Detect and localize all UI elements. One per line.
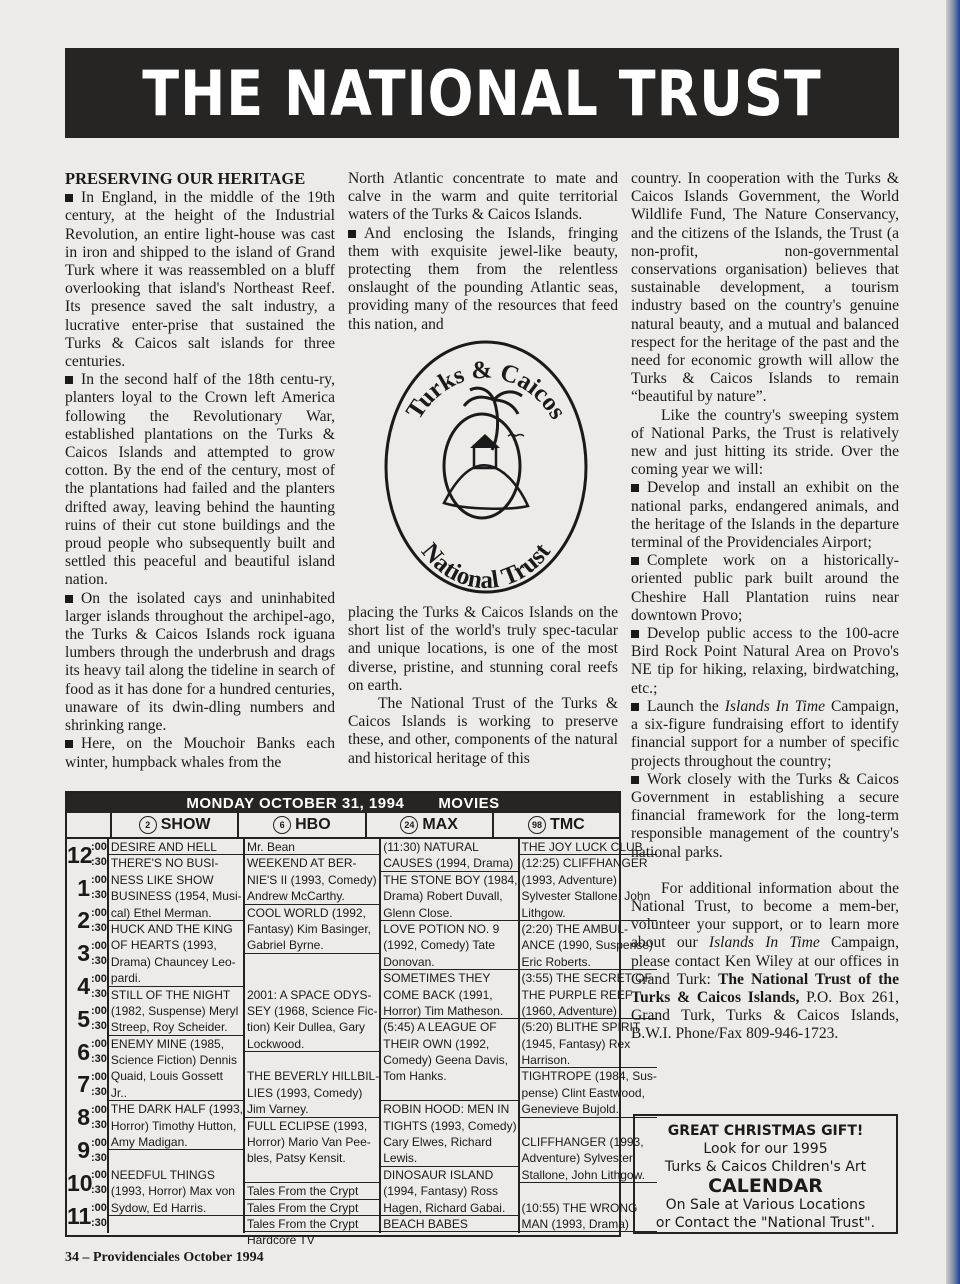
minute-label: :00: [91, 1070, 107, 1083]
paragraph: On the isolated cays and uninhabited larger islands throughout the archipel-ago, the Turks & Caicos Islands rock iguana lumbers through the underbrush and drags its heavy tail along the tideline in search of food as it has done for a hundred centuries, unaware of its dwin-dling numbers and shrinking range.: [65, 589, 335, 735]
program-line: 2001: A SPACE ODYS-: [246, 987, 372, 1002]
minute-labels: [91, 1168, 107, 1198]
program-line: BUSINESS (1954, Musi-: [110, 889, 242, 904]
minute-label: :30: [91, 1085, 107, 1098]
program-line: (1994, Fantasy) Ross: [383, 1184, 498, 1199]
channel-number-badge: 98: [528, 816, 546, 834]
program-line: Drama) Chauncey Leo-: [110, 954, 236, 969]
program-line: THE PURPLE REEF: [521, 987, 633, 1002]
program-line: (1993, Adventure): [521, 872, 617, 887]
minute-label: :30: [91, 1151, 107, 1164]
program-line: Hagen, Richard Gabai.: [381, 1200, 517, 1216]
program-line: SOMETIMES THEY: [383, 971, 491, 986]
program-line: BEACH BABES: [381, 1216, 517, 1232]
channel-number-badge: 6: [273, 816, 291, 834]
program-line: MAN (1993, Drama): [520, 1216, 657, 1232]
time-slot: [67, 1101, 107, 1134]
channel-number-badge: 2: [139, 816, 157, 834]
hour-label: 4: [77, 973, 90, 1000]
time-slot: [67, 1167, 107, 1200]
paragraph: In the second half of the 18th centu-ry, planters loyal to the Crown left America following the Revolutionary War, established plantations on the Turks & Caicos Islands and attempted to grow cotton. By the end of the century, most of the plantations had failed and the planters drifted away, leaving behind the haunting ruins of their cut stone buildings and the proud people who subsequently built and settled this peaceful and beautiful island nation.: [65, 371, 335, 589]
minute-label: :30: [91, 1020, 107, 1033]
program-line: FULL ECLIPSE (1993,: [246, 1118, 368, 1133]
time-slot: [67, 1036, 107, 1069]
minute-labels: [91, 1037, 107, 1067]
program-line: Cary Elwes, Richard: [383, 1135, 492, 1150]
program-line: THEIR OWN (1992,: [383, 1036, 490, 1051]
program-line: ANCE (1990, Suspense): [521, 938, 653, 953]
program-line: Streep, Roy Scheider.: [109, 1019, 243, 1035]
minute-label: :00: [91, 841, 107, 854]
program-line: (2:20) THE AMBUL-: [521, 921, 628, 936]
program-line: bles, Patsy Kensit.: [246, 1151, 346, 1166]
program-line: Tom Hanks.: [383, 1069, 447, 1084]
program-line: Fantasy) Kim Basinger,: [246, 921, 372, 936]
time-header-cell: [67, 813, 112, 837]
program-line: [245, 970, 379, 986]
article-column-3: [631, 170, 899, 1044]
paragraph: For additional information about the National Trust, to become a mem-ber, volunteer your support, or to learn more about our Islands In Time Campaign, please contact Ken Wiley at our offices in Grand Turk: The National Trust of the Turks & Caicos Islands, P.O. Box 261, Grand Turk, Turks & Caicos Islands, B.W.I. Phone/Fax 809-946-1723.: [631, 879, 900, 1043]
program-line: Eric Roberts.: [520, 954, 657, 970]
paragraph: Like the country's sweeping system of National Parks, the Trust is relatively new and just hitting its stride. Over the coming year we will:: [631, 406, 899, 479]
schedule-header: [67, 793, 619, 813]
channel-name: MAX: [422, 816, 458, 833]
program-line: pense) Clint Eastwood,: [521, 1085, 645, 1100]
hour-label: 5: [77, 1005, 90, 1032]
ad-line: Look for our 1995: [703, 1141, 828, 1157]
bullet-icon: [631, 484, 639, 492]
article-column-2-top: [348, 170, 618, 334]
bullet-icon: [65, 376, 73, 384]
bullet-icon: [65, 595, 73, 603]
bullet-icon: [631, 630, 639, 638]
minute-label: :00: [91, 1005, 107, 1018]
bullet-icon: [631, 703, 639, 711]
paragraph: The National Trust of the Turks & Caicos Islands is working to preserve these, and other, components of the natural and historical heritage of this: [348, 695, 618, 767]
program-line: Lithgow.: [520, 905, 657, 921]
program-line: Lewis.: [381, 1150, 517, 1166]
list-item: Work closely with the Turks & Caicos Government in establishing a secure financial framework for the long-term responsible management of the country's national parks.: [631, 770, 899, 861]
time-slot: [67, 839, 107, 872]
minute-labels: [91, 1201, 107, 1231]
program-line: SEY (1968, Science Fic-: [246, 1003, 378, 1018]
ad-line: GREAT CHRISTMAS GIFT!: [667, 1123, 864, 1139]
program-line: Adventure) Sylvester: [521, 1151, 633, 1166]
channel-tmc: [494, 813, 619, 837]
program-line: THE STONE BOY (1984,: [383, 872, 518, 887]
time-column: [67, 839, 109, 1233]
schedule-section: MOVIES: [438, 794, 500, 812]
channel-hbo: [239, 813, 366, 837]
minute-label: :30: [91, 1053, 107, 1066]
program-line: TIGHTROPE (1984, Sus-: [521, 1069, 657, 1084]
page-title: THE NATIONAL TRUST: [142, 56, 822, 130]
program-line: TIGHTS (1993, Comedy): [383, 1118, 517, 1133]
minute-labels: [91, 1136, 107, 1166]
hour-label: 10: [67, 1169, 93, 1196]
calendar-ad: [633, 1114, 898, 1234]
minute-label: :30: [91, 1118, 107, 1131]
program-line: Horror) Timothy Hutton,: [110, 1118, 237, 1133]
program-line: (1993, Horror) Max von: [110, 1184, 235, 1199]
page-edge: [946, 0, 960, 1284]
minute-labels: [91, 840, 107, 870]
minute-labels: [91, 873, 107, 903]
program-line: (11:30) NATURAL: [383, 840, 479, 854]
time-slot: [67, 1069, 107, 1102]
program-line: [245, 1052, 379, 1068]
program-line: [109, 1150, 243, 1166]
minute-labels: [91, 939, 107, 969]
program-line: pardi.: [109, 970, 243, 986]
time-slot: [67, 937, 107, 970]
program-line: NIE'S II (1993, Comedy): [246, 872, 377, 887]
title-banner: [65, 48, 899, 138]
channel-header-row: [67, 813, 619, 839]
hour-label: 1: [77, 874, 90, 901]
program-line: NEEDFUL THINGS: [110, 1167, 215, 1182]
minute-label: :00: [91, 1103, 107, 1116]
program-line: CAUSES (1994, Drama): [381, 855, 517, 871]
article-column-2-bottom: [348, 604, 618, 768]
program-line: COME BACK (1991,: [383, 987, 493, 1002]
paragraph: And enclosing the Islands, fringing them with exquisite jewel-like beauty, protecting them from the relentless onslaught of the pounding Atlantic seas, providing many of the resources that feed this nation, and: [348, 224, 618, 333]
program-line: Mr. Bean: [245, 839, 379, 855]
channel-name: TMC: [550, 816, 585, 833]
program-line: HUCK AND THE KING: [110, 921, 233, 936]
paragraph: placing the Turks & Caicos Islands on the short list of the world's truly spec-tacular and unique locations, is one of the most diverse, pristine, and stunning coral reefs on earth.: [348, 604, 618, 694]
paragraph: Here, on the Mouchoir Banks each winter, humpback whales from the: [65, 735, 335, 771]
program-line: Lockwood.: [245, 1036, 379, 1052]
program-line: Tales From the Crypt: [245, 1200, 379, 1216]
program-line: (10:55) THE WRONG: [521, 1200, 638, 1215]
program-line: Horror) Mario Van Pee-: [246, 1135, 371, 1150]
program-line: Sylvester Stallone, John: [521, 889, 651, 904]
channel-name: SHOW: [160, 816, 211, 833]
program-line: STILL OF THE NIGHT: [110, 987, 231, 1002]
program-line: COOL WORLD (1992,: [246, 905, 366, 920]
minute-label: :30: [91, 856, 107, 869]
minute-label: :00: [91, 906, 107, 919]
minute-label: :30: [91, 987, 107, 1000]
program-line: ROBIN HOOD: MEN IN: [383, 1102, 510, 1117]
program-line: THE BEVERLY HILLBIL-: [246, 1069, 380, 1084]
program-line: ENEMY MINE (1985,: [110, 1036, 225, 1051]
section-heading: PRESERVING OUR HERITAGE: [65, 169, 306, 188]
hour-label: 11: [67, 1202, 92, 1229]
time-slot: [67, 1200, 107, 1233]
paragraph: North Atlantic concentrate to mate and calve in the warm and quite territorial waters of the Turks & Caicos Islands.: [348, 170, 618, 224]
program-line: THE DARK HALF (1993,: [110, 1102, 243, 1117]
program-line: [245, 1167, 379, 1183]
program-line: Andrew McCarthy.: [245, 888, 379, 904]
program-line: Tales From the Crypt: [245, 1216, 379, 1232]
program-line: (1982, Suspense) Meryl: [110, 1003, 239, 1018]
program-line: Gabriel Byrne.: [245, 937, 379, 953]
minute-labels: [91, 906, 107, 936]
program-line: Harrison.: [520, 1052, 657, 1068]
program-line: [109, 1216, 243, 1232]
program-line: Stallone, John Lithgow.: [520, 1167, 657, 1183]
bullet-icon: [65, 194, 73, 202]
program-line: Amy Madigan.: [109, 1134, 243, 1150]
hour-label: 8: [77, 1104, 90, 1131]
ad-line: Turks & Caicos Children's Art: [664, 1159, 867, 1175]
list-item: Launch the Islands In Time Campaign, a six-figure fundraising effort to identify financial support for a number of specific projects throughout the country;: [631, 697, 899, 770]
program-line: LOVE POTION NO. 9: [383, 921, 500, 936]
page-footer: 34 – Providenciales October 1994: [65, 1250, 264, 1265]
time-slot: [67, 1134, 107, 1167]
program-line: DINOSAUR ISLAND: [383, 1167, 494, 1182]
minute-label: :30: [91, 954, 107, 967]
program-line: Glenn Close.: [381, 905, 517, 921]
program-line: OF HEARTS (1993,: [110, 938, 217, 953]
program-line: [381, 1085, 517, 1101]
hour-label: 2: [77, 907, 90, 934]
program-line: DESIRE AND HELL: [109, 839, 243, 855]
minute-label: :00: [91, 939, 107, 952]
paragraph: country. In cooperation with the Turks & Caicos Islands Government, the World Wildlife Fund, The Nature Conservancy, and the citizens of the Islands, the Trust (a non-profit, non-governmental conservations organisation) believes that sustainable development, a tourism industry based on the country's genuine natural beauty, and a mutual and balanced respect for the heritage of the past and the need for economic growth will allow the Turks & Caicos Islands to remain “beautiful by nature”.: [631, 170, 899, 406]
hour-label: 7: [77, 1071, 90, 1098]
program-line: Jr..: [109, 1085, 243, 1101]
bullet-icon: [631, 776, 639, 784]
program-line: (5:20) BLITHE SPIRIT: [521, 1020, 641, 1035]
minute-label: :00: [91, 972, 107, 985]
hour-label: 12: [67, 841, 93, 868]
channel-number-badge: 24: [400, 816, 418, 834]
logo-bottom-text: National Trust: [415, 538, 556, 595]
paragraph: In England, in the middle of the 19th century, at the height of the Industrial Revolution, an entire light-house was cast in iron and shipped to the island of Grand Turk where it was reassembled on a bluff overlooking that island's Northeast Reef. Its presence saved the salt industry, a lucrative enter-prise that sustained the Turks & Caicos salt islands for three centuries.: [65, 189, 335, 371]
program-line: Quaid, Louis Gossett: [110, 1069, 223, 1084]
schedule-body: [67, 839, 657, 1248]
program-line: cal) Ethel Merman.: [109, 905, 243, 921]
schedule-date: MONDAY OCTOBER 31, 1994: [186, 794, 405, 812]
program-line: (12:25) CLIFFHANGER: [521, 856, 648, 871]
minute-labels: [91, 1070, 107, 1100]
minute-labels: [91, 1004, 107, 1034]
program-line: Hardcore TV: [246, 1233, 315, 1248]
minute-label: :00: [91, 1169, 107, 1182]
program-line: Donovan.: [381, 954, 517, 970]
program-line: CLIFFHANGER (1993,: [521, 1135, 644, 1150]
program-column-hbo: [245, 839, 381, 1248]
minute-labels: [91, 1103, 107, 1133]
time-slot: [67, 970, 107, 1003]
program-line: THERE'S NO BUSI-: [110, 856, 219, 871]
minute-label: :00: [91, 1038, 107, 1051]
program-line: tion) Keir Dullea, Gary: [246, 1020, 365, 1035]
channel-name: HBO: [295, 816, 331, 833]
ad-headline: CALENDAR: [708, 1175, 823, 1197]
program-line: Jim Varney.: [245, 1101, 379, 1117]
list-item: Complete work on a historically-oriented public park built around the Cheshire Hall Plantation ruins near downtown Provo;: [631, 552, 899, 624]
minute-label: :30: [91, 921, 107, 934]
program-line: (1960, Adventure): [520, 1003, 657, 1019]
minute-label: :30: [91, 1184, 107, 1197]
program-line: (1992, Comedy) Tate: [383, 938, 496, 953]
program-line: Horror) Tim Matheson.: [381, 1003, 517, 1019]
bullet-icon: [348, 230, 356, 238]
minute-labels: [91, 972, 107, 1002]
ad-line: or Contact the "National Trust".: [655, 1215, 876, 1231]
article-column-1: [65, 170, 335, 772]
program-line: NESS LIKE SHOW: [110, 872, 214, 887]
program-column-max: [381, 839, 519, 1233]
program-line: THE JOY LUCK CLUB: [520, 839, 657, 855]
program-line: Science Fiction) Dennis: [110, 1053, 237, 1068]
program-line: Tales From the Crypt: [245, 1183, 379, 1199]
time-slot: [67, 872, 107, 905]
program-line: (5:45) A LEAGUE OF: [383, 1020, 497, 1035]
minute-label: :30: [91, 889, 107, 902]
bullet-icon: [65, 740, 73, 748]
program-line: Sydow, Ed Harris.: [109, 1200, 243, 1216]
list-item: Develop and install an exhibit on the national parks, endangered animals, and the heritage of the Islands in the departure terminal of the Providenciales Airport;: [631, 479, 899, 552]
hour-label: 9: [77, 1137, 90, 1164]
ad-line: On Sale at Various Locations: [665, 1197, 866, 1213]
minute-label: :30: [91, 1217, 107, 1230]
national-trust-logo: [382, 338, 590, 596]
program-line: Drama) Robert Duvall,: [383, 889, 503, 904]
time-slot: [67, 1003, 107, 1036]
tv-movie-schedule: [65, 791, 657, 1248]
minute-label: :00: [91, 1202, 107, 1215]
time-slot: [67, 905, 107, 938]
logo-top-text: Turks & Caicos: [400, 356, 572, 425]
program-line: (1945, Fantasy) Rex: [521, 1036, 631, 1051]
program-line: Comedy) Geena Davis,: [383, 1053, 508, 1068]
hour-label: 6: [77, 1038, 90, 1065]
program-column-show: [109, 839, 245, 1233]
list-item: Develop public access to the 100-acre Bird Rock Point Natural Area on Provo's NE tip for hiking, relaxing, birdwatching, etc.;: [631, 625, 899, 697]
program-line: (3:55) THE SECRET OF: [521, 971, 652, 986]
program-line: Genevieve Bujold.: [520, 1101, 657, 1117]
minute-label: :00: [91, 1136, 107, 1149]
minute-label: :00: [91, 874, 107, 887]
bullet-icon: [631, 557, 639, 565]
program-line: [245, 954, 379, 970]
program-line: WEEKEND AT BER-: [246, 856, 357, 871]
channel-max: [367, 813, 494, 837]
channel-show: [112, 813, 239, 837]
hour-label: 3: [77, 940, 90, 967]
program-line: LIES (1993, Comedy): [246, 1085, 363, 1100]
